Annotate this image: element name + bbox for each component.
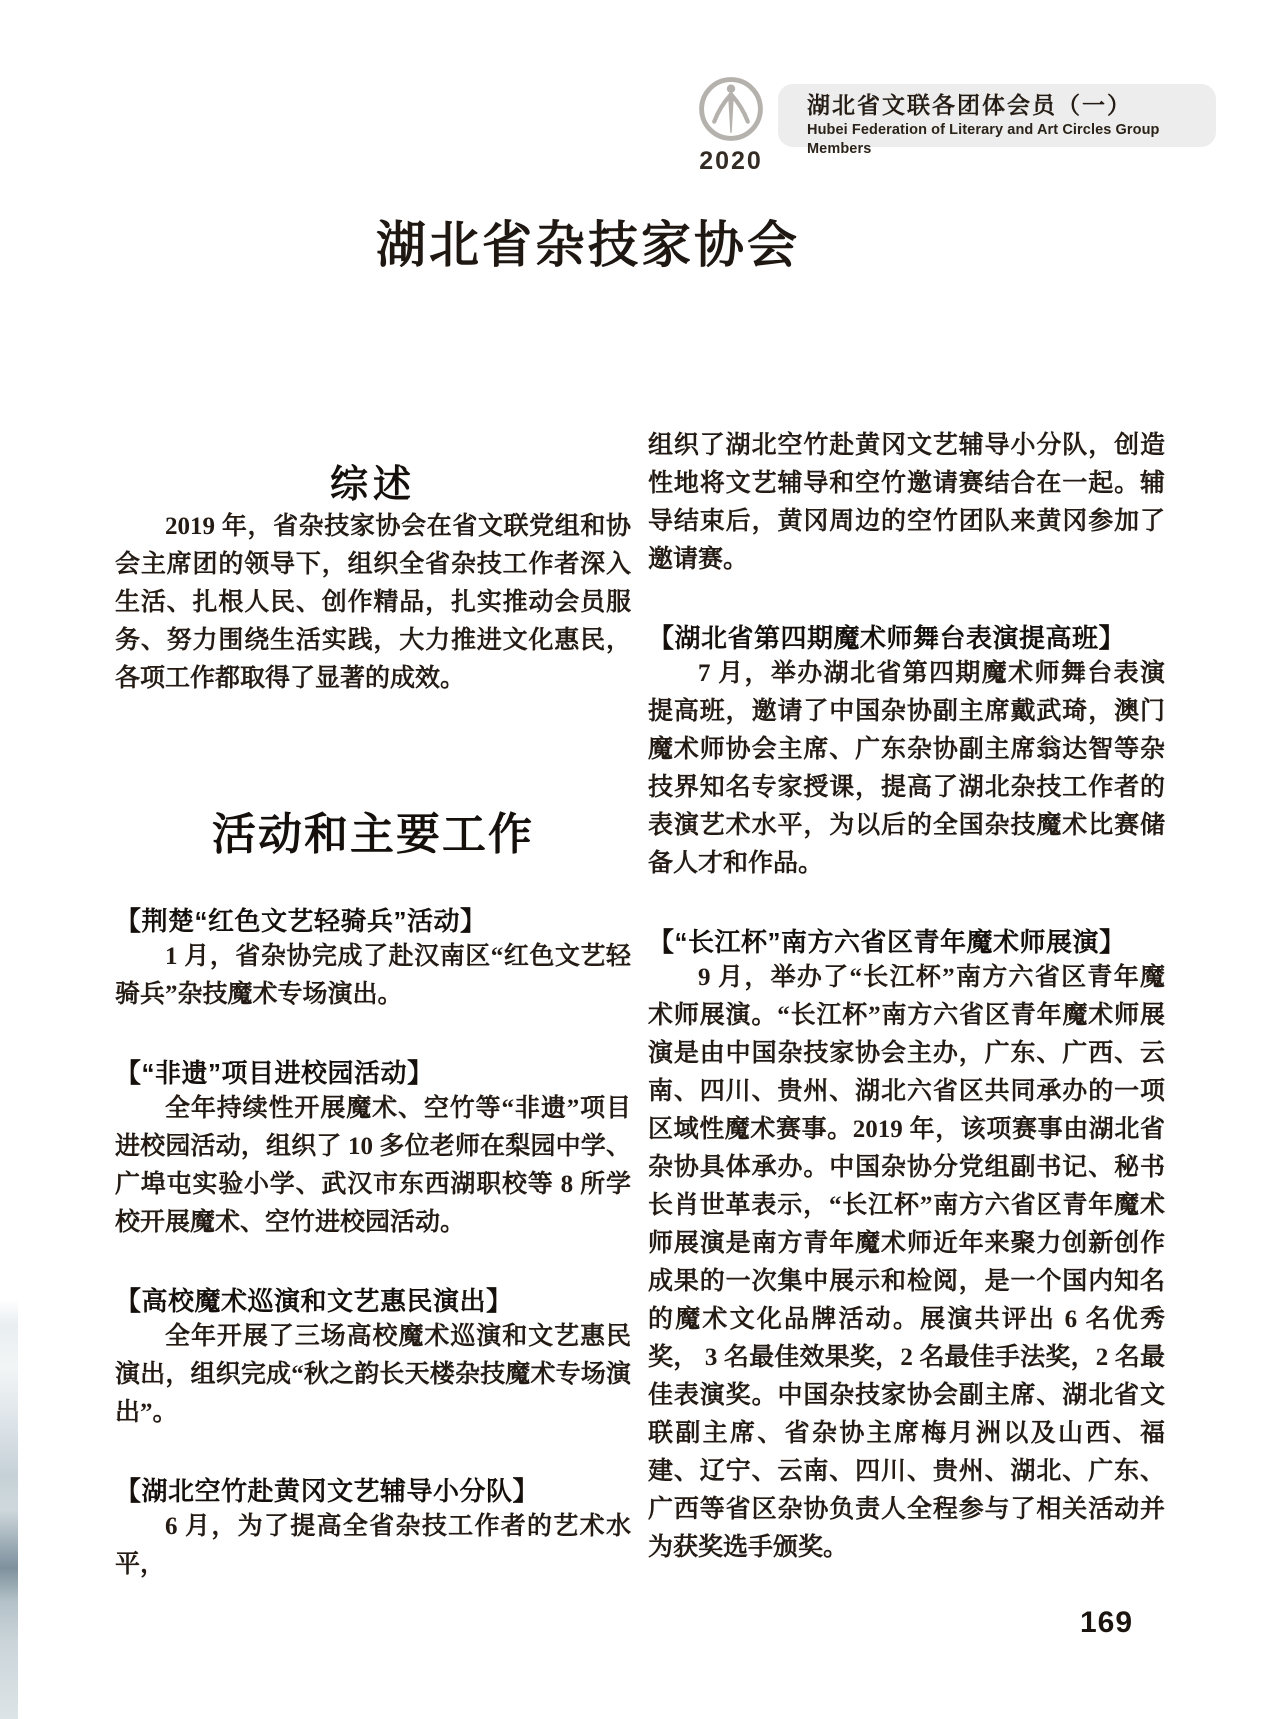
entry-body: 全年开展了三场高校魔术巡演和文艺惠民演出，组织完成“秋之韵长天楼杂技魔术专场演出”。 bbox=[115, 1323, 631, 1426]
federation-emblem-icon bbox=[696, 74, 766, 144]
entry-body: 6 月，为了提高全省杂技工作者的艺术水平， bbox=[115, 1513, 631, 1578]
chapter-banner bbox=[778, 84, 1216, 157]
entry-feiyi bbox=[115, 1056, 631, 1242]
entry-title: 【湖北空竹赴黄冈文艺辅导小分队】 bbox=[115, 1476, 540, 1506]
page-edge-decoration bbox=[0, 1300, 18, 1719]
continuation-paragraph: 组织了湖北空竹赴黄冈文艺辅导小分队，创造性地将文艺辅导和空竹邀请赛结合在一起。辅导结束后，黄冈周边的空竹团队来黄冈参加了邀请赛。 bbox=[648, 432, 1165, 573]
entry-title: 【荆楚“红色文艺轻骑兵”活动】 bbox=[115, 906, 487, 936]
left-column bbox=[115, 427, 631, 1584]
chapter-title-cn: 湖北省文联各团体会员（一） bbox=[807, 92, 1132, 118]
chapter-title-en: Hubei Federation of Literary and Art Circles Group Members bbox=[807, 122, 1160, 157]
entry-title: 【“长江杯”南方六省区青年魔术师展演】 bbox=[648, 927, 1126, 957]
entry-body: 7 月，举办湖北省第四期魔术师舞台表演提高班，邀请了中国杂协副主席戴武琦，澳门魔术师协会主席、广东杂协副主席翁达智等杂技界知名专家授课，提高了湖北杂技工作者的表演艺术水平，为以后的全国杂技魔术比赛储备人才和作品。 bbox=[648, 660, 1165, 877]
page-number: 169 bbox=[1080, 1606, 1134, 1639]
entry-title: 【“非遗”项目进校园活动】 bbox=[115, 1058, 434, 1088]
overview-heading: 综述 bbox=[329, 464, 416, 506]
entry-moshushi-ban bbox=[648, 621, 1165, 883]
entry-body: 1 月，省杂协完成了赴汉南区“红色文艺轻骑兵”杂技魔术专场演出。 bbox=[115, 943, 631, 1008]
year-label: 2020 bbox=[699, 147, 763, 175]
right-column bbox=[648, 427, 1165, 1567]
entry-kongzhu bbox=[115, 1474, 631, 1584]
federation-logo bbox=[688, 74, 774, 176]
entry-body: 9 月，举办了“长江杯”南方六省区青年魔术师展演。“长江杯”南方六省区青年魔术师展演是由中国杂技家协会主办，广东、广西、云南、四川、贵州、湖北六省区共同承办的一项区域性魔术赛事。2019 年，该项赛事由湖北省杂协具体承办。中国杂协分党组副书记、秘书长肖世革表示，“长江杯”南方六省区青年魔术师展演是南方青年魔术师近年来聚力创新创作成果的一次集中展示和检阅，是一个国内知名的魔术文化品牌活动。展演共评出 6 名优秀奖， 3 名最佳效果奖，2 名最佳手法奖，2 名最佳表演奖。中国杂技家协会副主席、湖北省文联副主席、省杂协主席梅月洲以及山西、福建、辽宁、云南、四川、贵州、湖北、广东、广西等省区杂协负责人全程参与了相关活动并为获奖选手颁奖。 bbox=[648, 964, 1165, 1561]
entry-jingchu bbox=[115, 904, 631, 1014]
entry-body: 全年持续性开展魔术、空竹等“非遗”项目进校园活动，组织了 10 多位老师在梨园中学、广埠屯实验小学、武汉市东西湖职校等 8 所学校开展魔术、空竹进校园活动。 bbox=[115, 1095, 631, 1236]
entry-title: 【湖北省第四期魔术师舞台表演提高班】 bbox=[648, 623, 1126, 653]
page-title: 湖北省杂技家协会 bbox=[376, 217, 800, 273]
entry-title: 【高校魔术巡演和文艺惠民演出】 bbox=[115, 1286, 513, 1316]
activities-heading: 活动和主要工作 bbox=[212, 810, 534, 859]
overview-paragraph: 2019 年，省杂技家协会在省文联党组和协会主席团的领导下，组织全省杂技工作者深入生活、扎根人民、创作精品，扎实推动会员服务、努力围绕生活实践，大力推进文化惠民，各项工作都取得了显著的成效。 bbox=[115, 513, 631, 692]
entry-gaoxiao bbox=[115, 1284, 631, 1432]
entry-changjiangbei bbox=[648, 925, 1165, 1567]
